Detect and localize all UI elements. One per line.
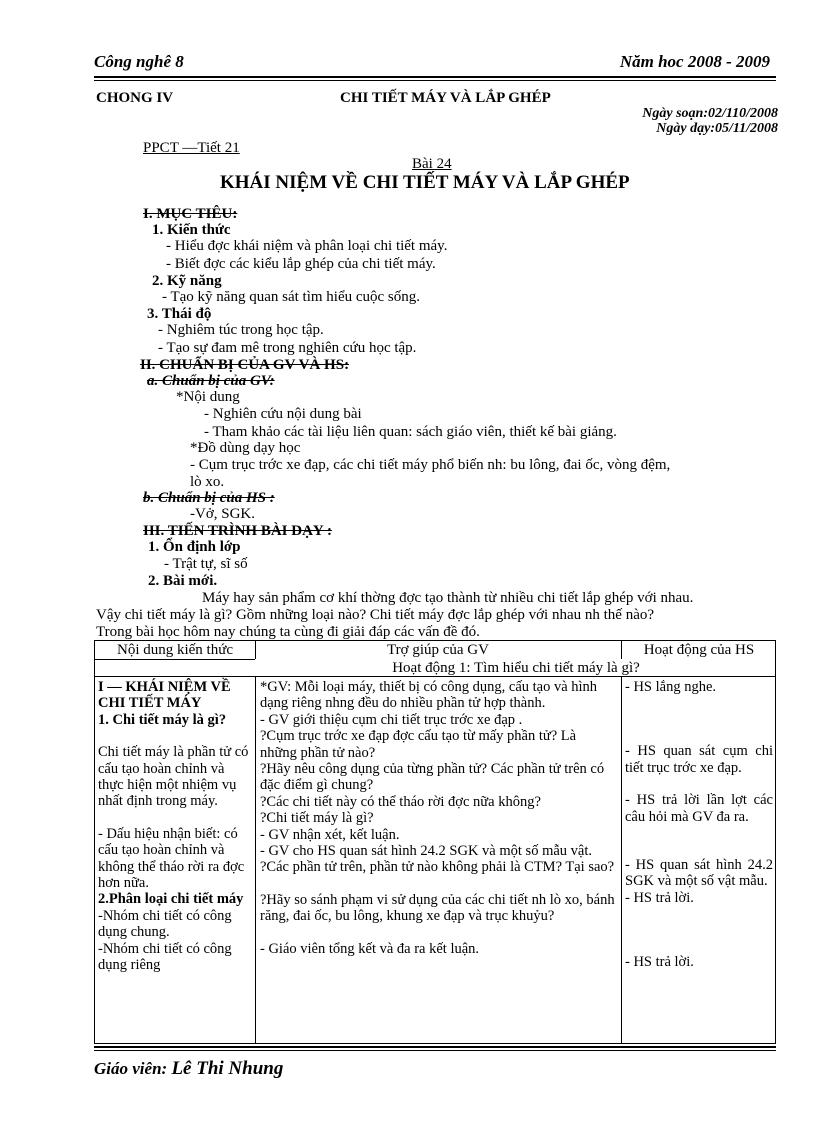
attitude-line-2: - Tạo sự đam mê trong nghiên cứu học tập. xyxy=(158,340,417,356)
section-procedure: III. TIẾN TRÌNH BÀI DẠY : xyxy=(143,523,332,539)
ppct-label: PPCT —Tiết 21 xyxy=(143,140,240,156)
content-definition: Chi tiết máy là phần tử có cấu tạo hoàn chỉnh và thực hiện một nhiệm vụ nhất định trong máy. xyxy=(98,744,249,810)
content-classification: 2.Phân loại chi tiết máy xyxy=(98,891,244,908)
section-objectives: I. MỤC TIÊU: xyxy=(143,206,238,222)
activity-title: Hoạt động 1: Tìm hiểu chi tiết máy là gì? xyxy=(392,660,640,676)
teacher-step-8: - GV cho HS quan sát hình 24.2 SGK và một số mẫu vật. xyxy=(260,843,592,860)
date-prepared: Ngày soạn:02/110/2008 xyxy=(642,106,778,121)
prep-materials-1: - Cụm trục trớc xe đạp, các chi tiết máy phổ biến nh: bu lông, đai ốc, vòng đệm, xyxy=(190,457,671,473)
col-divider-2 xyxy=(621,641,622,1043)
content-column xyxy=(98,679,250,974)
prep-materials: *Đồ dùng dạy học xyxy=(190,440,301,456)
student-step-5: - HS trả lời. xyxy=(625,889,694,906)
teacher-step-11: - Giáo viên tổng kết và đa ra kết luận. xyxy=(260,940,480,957)
intro-line-2: Vậy chi tiết máy là gì? Gồm những loại nào? Chi tiết máy đợc lắp ghép với nhau nh thế nào? xyxy=(96,607,655,623)
header-subject: Công nghê 8 xyxy=(94,52,184,71)
col-divider-1 xyxy=(255,641,256,1043)
header-rule-thin xyxy=(94,80,776,81)
intro-line-1: Máy hay sản phẩm cơ khí thờng đợc tạo thành từ nhiều chi tiết lắp ghép với nhau. xyxy=(202,590,694,606)
knowledge-line-2: - Biết đợc các kiểu lắp ghép của chi tiết máy. xyxy=(166,256,436,272)
sub-student-prep: b. Chuẩn bị của HS : xyxy=(143,490,275,506)
class-order-1: - Trật tự, sĩ số xyxy=(164,556,248,572)
footer-rule xyxy=(94,1046,776,1048)
student-step-2: - HS quan sát cụm chi tiết trục trớc xe đạp. xyxy=(625,743,773,776)
skills-line-1: - Tạo kỹ năng quan sát tìm hiểu cuộc sống. xyxy=(162,289,421,305)
teacher-step-2: - GV giới thiệu cụm chi tiết trục trớc xe đạp . xyxy=(260,711,523,728)
footer-rule-thin xyxy=(94,1050,776,1051)
intro-line-3: Trong bài học hôm nay chúng ta cùng đi giải đáp các vấn đề đó. xyxy=(96,624,480,640)
header-content: Nội dung kiến thức xyxy=(116,642,234,658)
content-group-specific: -Nhóm chi tiết có công dụng riêng xyxy=(98,940,232,974)
prep-content: *Nội dung xyxy=(176,389,240,405)
student-step-3: - HS trả lời lần lợt các câu hỏi mà GV đa ra. xyxy=(625,792,773,825)
content-group-general: -Nhóm chi tiết có công dụng chung. xyxy=(98,907,232,941)
sub-new-lesson: 2. Bài mới. xyxy=(148,573,218,589)
sub-teacher-prep: a. Chuẩn bị của GV: xyxy=(147,373,275,389)
footer-teacher xyxy=(94,1058,283,1080)
chapter-label: CHONG IV xyxy=(96,90,174,106)
footer-teacher-name: Lê Thi Nhung xyxy=(171,1058,284,1079)
student-step-6: - HS trả lời. xyxy=(625,954,694,971)
student-prep-1: -Vở, SGK. xyxy=(190,506,256,522)
knowledge-line-1: - Hiểu đợc khái niệm và phân loại chi tiết máy. xyxy=(166,238,448,254)
chapter-title: CHI TIẾT MÁY VÀ LẮP GHÉP xyxy=(340,90,551,106)
lesson-number: Bài 24 xyxy=(412,156,452,172)
teacher-step-9: ?Các phần tử trên, phần tử nào không phải là CTM? Tại sao? xyxy=(260,859,615,876)
teacher-step-1: *GV: Mỗi loại máy, thiết bị có công dụng, cấu tạo và hình dạng riêng nhng đều do nhiều phần tử hợp thành. xyxy=(260,679,598,712)
teacher-step-6: ?Chi tiết máy là gì? xyxy=(260,810,374,827)
teacher-step-3: ?Cụm trục trớc xe đạp đợc cấu tạo từ mấy phần tử? Là những phần tử nào? xyxy=(260,728,577,761)
content-sign: - Dấu hiệu nhận biết: có cấu tạo hoàn chỉnh và không thể tháo rời ra đợc hơn nữa. xyxy=(98,825,245,892)
sub-attitude: 3. Thái độ xyxy=(147,306,212,322)
section-preparation: II. CHUẨN BỊ CỦA GV VÀ HS: xyxy=(140,357,350,373)
lesson-title: KHÁI NIỆM VỀ CHI TIẾT MÁY VÀ LẮP GHÉP xyxy=(220,172,630,193)
sub-knowledge: 1. Kiến thức xyxy=(152,222,231,238)
lesson-table xyxy=(94,640,776,1044)
prep-content-1: - Nghiên cứu nội dung bài xyxy=(204,406,362,422)
header-school-year: Năm hoc 2008 - 2009 xyxy=(619,52,770,71)
teacher-step-4: ?Hãy nêu công dụng của từng phần tử? Các phần tử trên có đặc điểm gì chung? xyxy=(260,761,605,794)
header-student: Hoạt động của HS xyxy=(643,642,755,658)
student-step-4: - HS quan sát hình 24.2 SGK và một số vật mẫu. xyxy=(625,857,773,890)
student-step-1: - HS lắng nghe. xyxy=(625,679,717,695)
teacher-step-7: - GV nhận xét, kết luận. xyxy=(260,826,400,843)
teacher-step-10: ?Hãy so sánh phạm vi sử dụng của các chi tiết nh lò xo, bánh răng, đai ốc, bu lông, khung xe đạp và trục khuỷu? xyxy=(260,891,615,925)
prep-materials-2: lò xo. xyxy=(190,474,225,490)
date-taught: Ngày dạy:05/11/2008 xyxy=(656,121,778,136)
prep-content-2: - Tham khảo các tài liệu liên quan: sách giáo viên, thiết kế bài giảng. xyxy=(204,424,617,440)
content-subheading: 1. Chi tiết máy là gì? xyxy=(98,711,227,728)
sub-skills: 2. Kỹ năng xyxy=(152,273,222,289)
teacher-step-5: ?Các chi tiết này có thể tháo rời đợc nữa không? xyxy=(260,793,541,810)
header-rule xyxy=(94,76,776,78)
student-column xyxy=(625,679,773,971)
sub-class-order: 1. Ổn định lớp xyxy=(148,539,241,555)
attitude-line-1: - Nghiêm túc trong học tập. xyxy=(158,322,324,338)
footer-label: Giáo viên: xyxy=(94,1059,168,1078)
teacher-column xyxy=(260,679,616,957)
content-heading: I — KHÁI NIỆM VỀ CHI TIẾT MÁY xyxy=(98,679,231,712)
header-teacher: Trợ giúp của GV xyxy=(387,642,489,658)
